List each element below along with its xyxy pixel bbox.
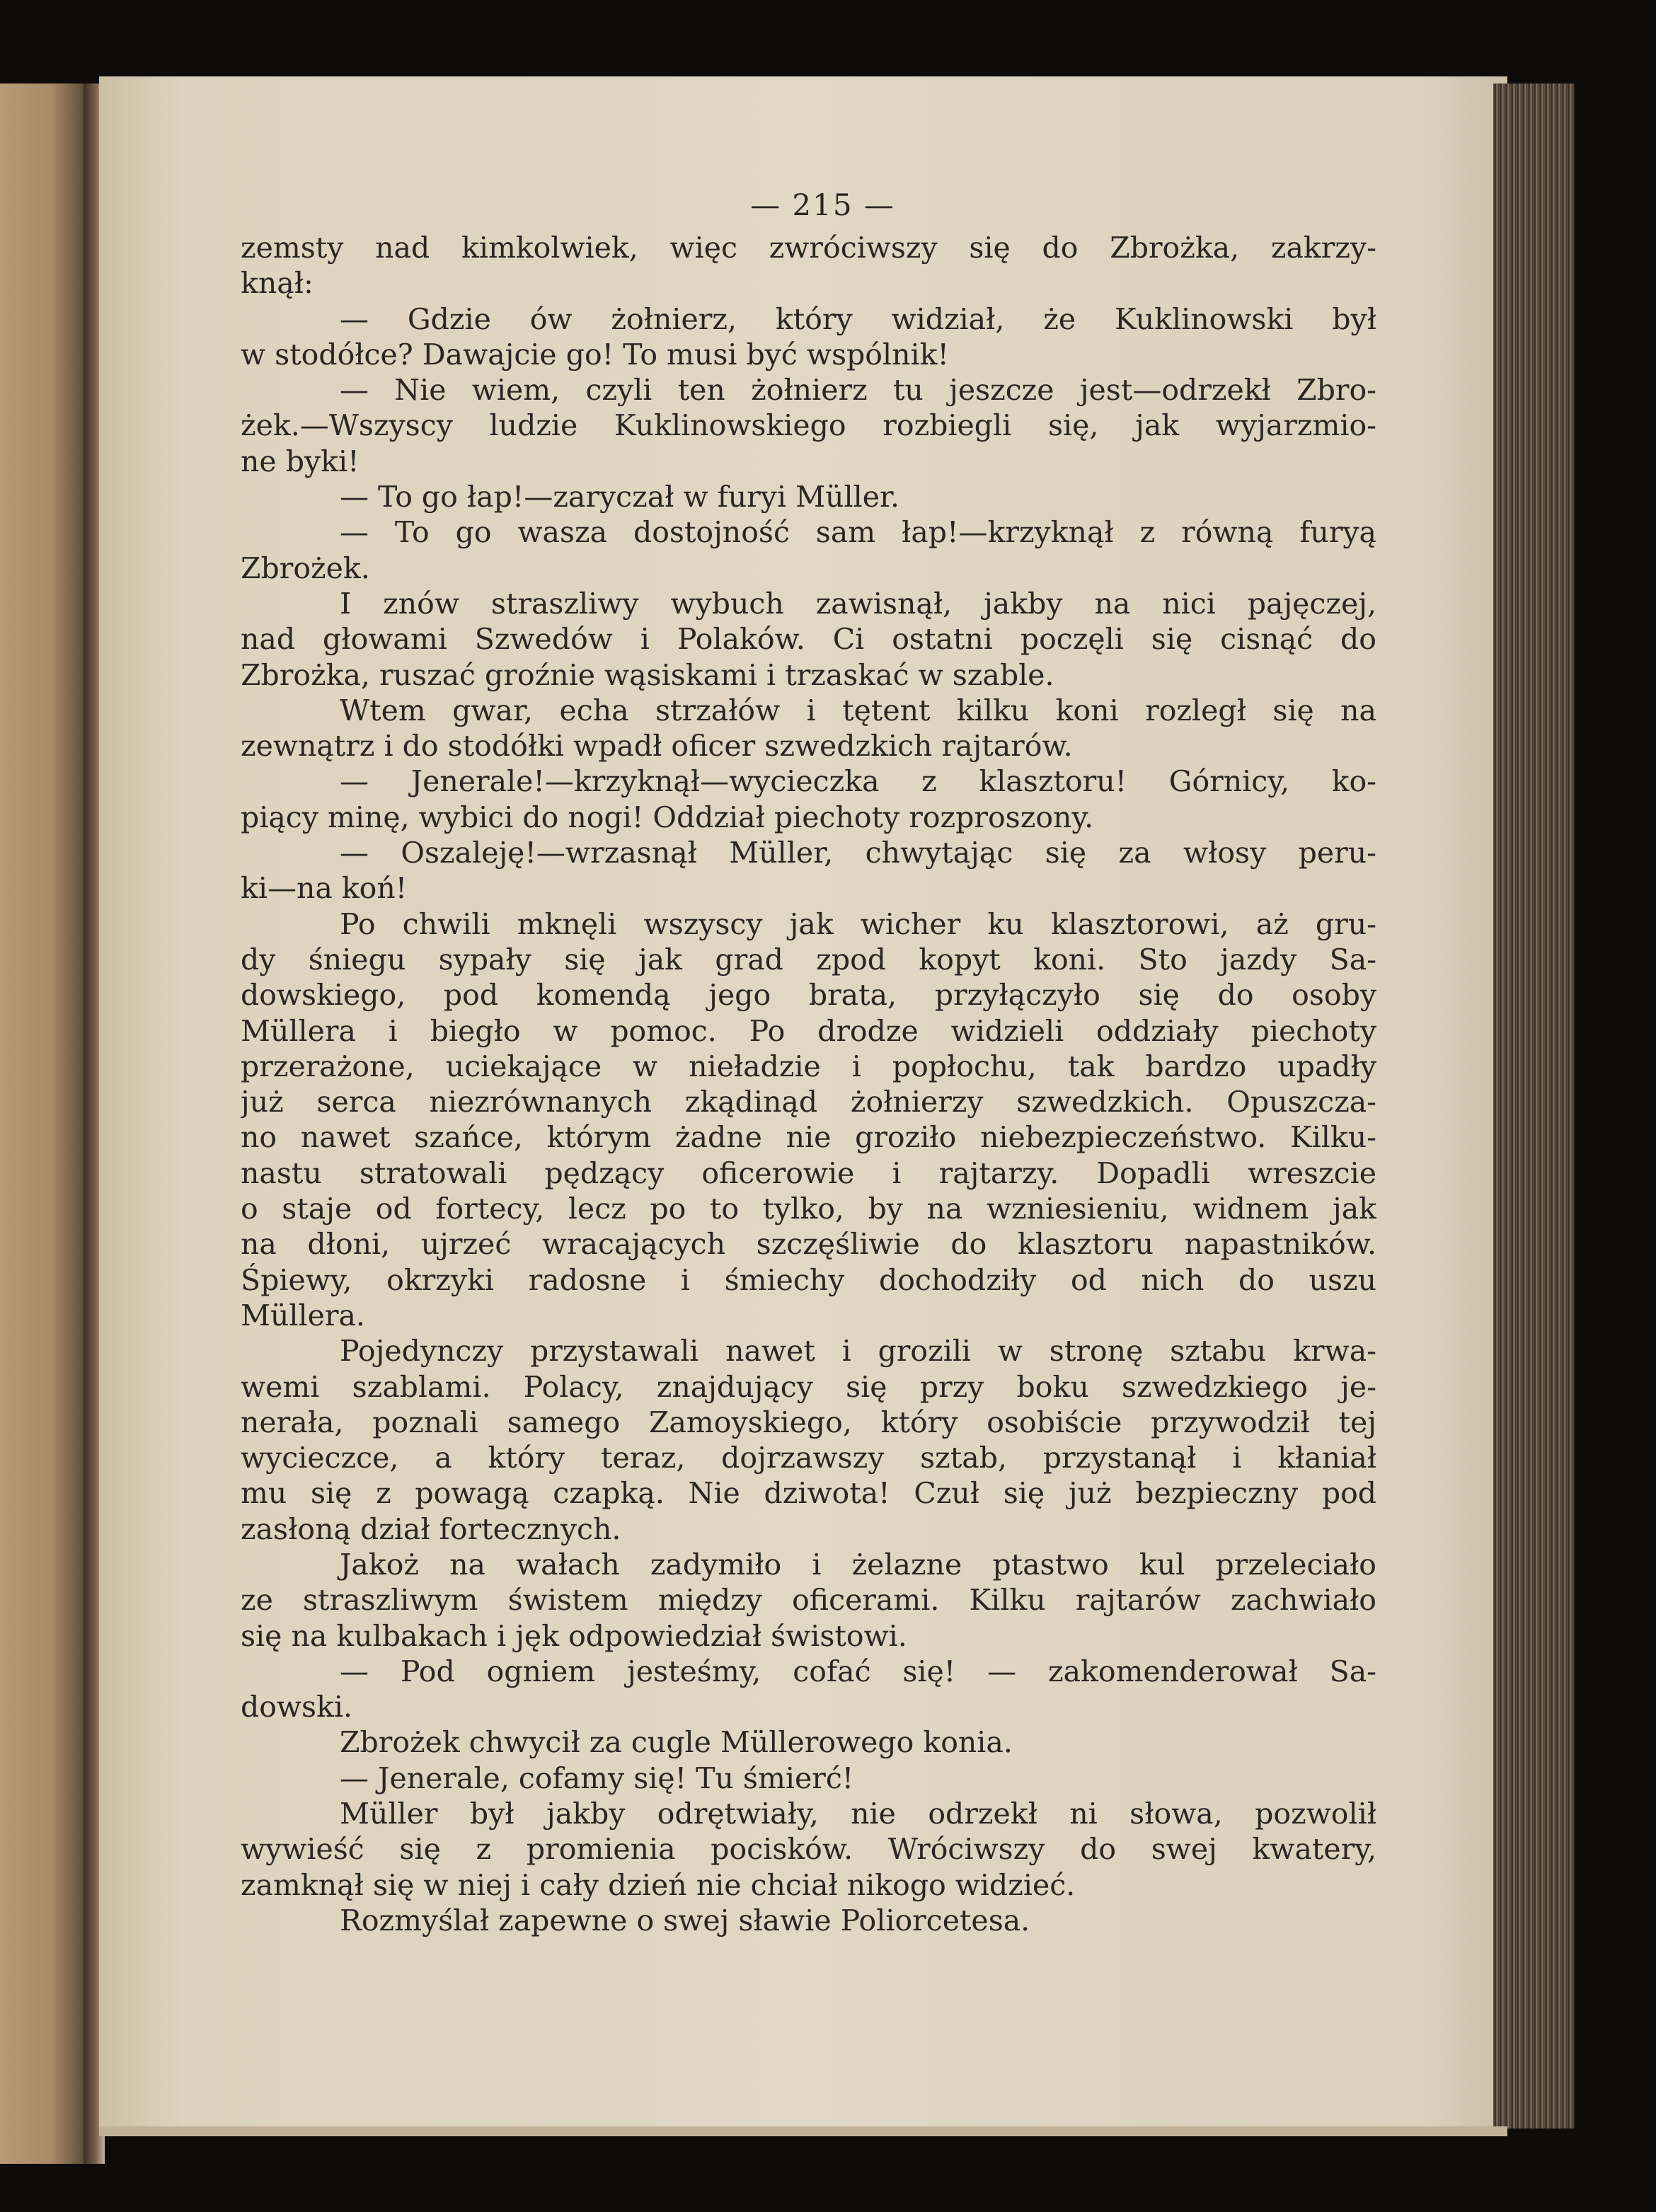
page-stack-edge	[1493, 83, 1575, 2129]
text-line: Zbrożek chwycił za cugle Müllerowego konia.	[340, 1725, 1013, 1760]
page-number: — 215 —	[750, 188, 895, 222]
text-line: — Jenerale, cofamy się! Tu śmierć!	[340, 1761, 854, 1795]
text-line: wemi szablami. Polacy, znajdujący się przy boku szwedzkiego je-	[241, 1369, 1376, 1404]
text-line: Zbrożka, ruszać groźnie wąsiskami i trzaskać w szable.	[241, 657, 1054, 692]
left-page-edge	[0, 83, 93, 2164]
text-line: ze straszliwym świstem między oficerami. Kilku rajtarów zachwiało	[241, 1583, 1376, 1618]
text-line: wycieczce, a który teraz, dojrzawszy sztab, przystanął i kłaniał	[241, 1441, 1376, 1475]
text-line: I znów straszliwy wybuch zawisnął, jakby na nici pajęczej,	[340, 586, 1376, 621]
text-line: Śpiewy, okrzyki radosne i śmiechy dochodziły od nich do uszu	[241, 1262, 1376, 1297]
text-line: Rozmyślał zapewne o swej sławie Poliorcetesa.	[340, 1903, 1030, 1937]
text-line: się na kulbakach i jęk odpowiedział świstowi.	[241, 1618, 907, 1653]
text-line: przerażone, uciekające w nieładzie i popłochu, tak bardzo upadły	[241, 1049, 1376, 1083]
text-line: nerała, poznali samego Zamoyskiego, który osobiście przywodził tej	[241, 1405, 1376, 1439]
text-line: Müller był jakby odrętwiały, nie odrzekł ni słowa, pozwolił	[340, 1797, 1376, 1831]
text-line: zewnątrz i do stodółki wpadł oficer szwedzkich rajtarów.	[241, 729, 1073, 764]
text-line: — Gdzie ów żołnierz, który widział, że Kuklinowski był	[340, 301, 1376, 336]
text-line: — Oszaleję!—wrzasnął Müller, chwytając się za włosy peru-	[340, 836, 1376, 870]
text-line: nastu stratowali pędzący oficerowie i rajtarzy. Dopadli wreszcie	[241, 1156, 1376, 1190]
text-line: dowskiego, pod komendą jego brata, przyłączyło się do osoby	[241, 978, 1376, 1013]
page-bottom-edge	[99, 2126, 1507, 2136]
text-line: nad głowami Szwedów i Polaków. Ci ostatni poczęli się cisnąć do	[241, 622, 1376, 657]
text-line: zemsty nad kimkolwiek, więc zwróciwszy się do Zbrożka, zakrzy-	[241, 231, 1376, 265]
text-line: no nawet szańce, którym żadne nie groziło niebezpieczeństwo. Kilku-	[241, 1120, 1376, 1155]
text-line: żek.—Wszyscy ludzie Kuklinowskiego rozbiegli się, jak wyjarzmio-	[241, 408, 1376, 443]
text-line: Wtem gwar, echa strzałów i tętent kilku koni rozległ się na	[340, 693, 1376, 727]
text-line: Müllera i biegło w pomoc. Po drodze widzieli oddziały piechoty	[241, 1013, 1376, 1048]
text-line: Jakoż na wałach zadymiło i żelazne ptastwo kul przeleciało	[340, 1547, 1376, 1582]
text-line: ki—na koń!	[241, 871, 408, 906]
text-line: o staje od fortecy, lecz po to tylko, by na wzniesieniu, widnem jak	[241, 1192, 1376, 1226]
text-line: knął:	[241, 266, 314, 301]
text-line: — To go wasza dostojność sam łap!—krzyknął z równą furyą	[340, 515, 1376, 550]
text-line: dowski.	[241, 1690, 353, 1724]
text-lines	[241, 230, 1376, 1938]
text-line: w stodółce? Dawajcie go! To musi być wspólnik!	[241, 337, 949, 371]
text-line: Müllera.	[241, 1298, 365, 1332]
page-text	[241, 180, 1376, 1938]
text-line: Pojedynczy przystawali nawet i grozili w stronę sztabu krwa-	[340, 1334, 1376, 1369]
text-line: Po chwili mknęli wszyscy jak wicher ku klasztorowi, aż gru-	[340, 906, 1376, 941]
text-line: — Jenerale!—krzyknął—wycieczka z klasztoru! Górnicy, ko-	[340, 764, 1376, 799]
text-line: — Pod ogniem jesteśmy, cofać się! — zakomenderował Sa-	[340, 1654, 1376, 1688]
text-line: na dłoni, ujrzeć wracających szczęśliwie do klasztoru napastników.	[241, 1227, 1376, 1262]
text-line: — To go łap!—zaryczał w furyi Müller.	[340, 480, 900, 514]
text-line: ne byki!	[241, 444, 360, 478]
text-line: dy śniegu sypały się jak grad zpod kopyt koni. Sto jazdy Sa-	[241, 942, 1376, 977]
text-line: zamknął się w niej i cały dzień nie chciał nikogo widzieć.	[241, 1867, 1076, 1902]
text-line: zasłoną dział fortecznych.	[241, 1511, 621, 1546]
text-line: wywieść się z promienia pocisków. Wróciwszy do swej kwatery,	[241, 1832, 1376, 1867]
text-line: — Nie wiem, czyli ten żołnierz tu jeszcze jest—odrzekł Zbro-	[340, 373, 1376, 408]
text-line: mu się z powagą czapką. Nie dziwota! Czuł się już bezpieczny pod	[241, 1476, 1376, 1511]
text-line: Zbrożek.	[241, 551, 370, 585]
text-line: już serca niezrównanych zkądinąd żołnierzy szwedzkich. Opuszcza-	[241, 1085, 1376, 1119]
text-line: piący minę, wybici do nogi! Oddział piechoty rozproszony.	[241, 800, 1094, 834]
